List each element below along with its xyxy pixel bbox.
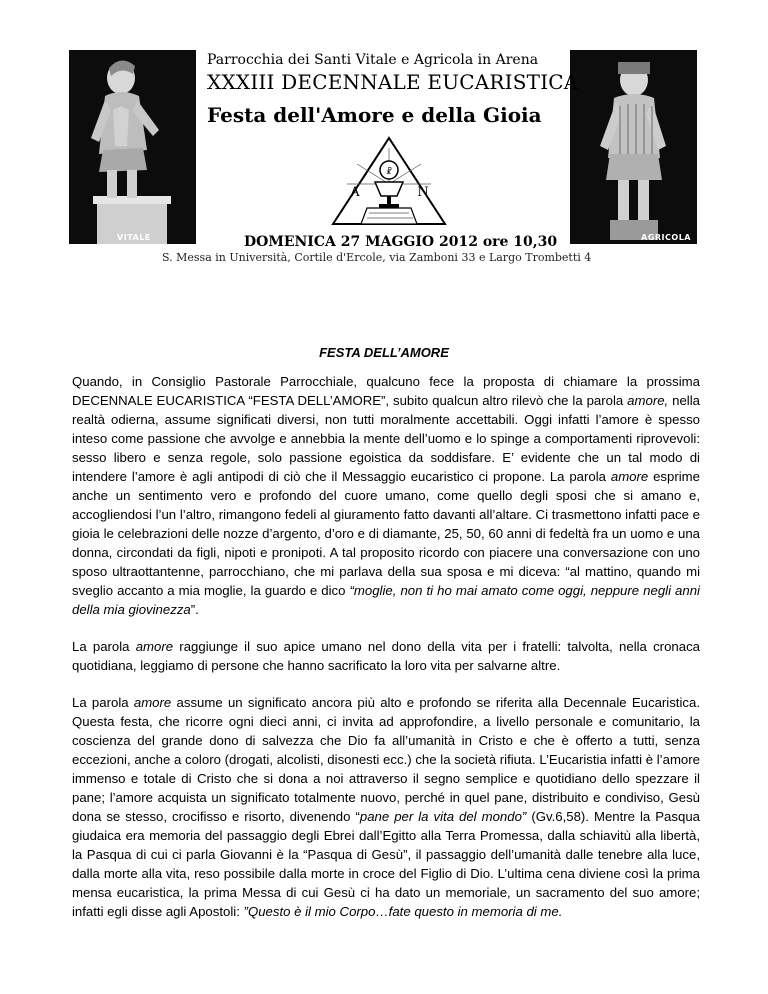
paragraph-1: [72, 372, 700, 619]
p1-text-4: ”.: [190, 602, 199, 617]
statue-vitale-image: [69, 50, 196, 244]
emblem-letter-0: A: [350, 185, 360, 200]
event-venue: S. Messa in Università, Cortile d'Ercole, via Zamboni 33 e Largo Trombetti 4: [162, 251, 592, 264]
p1-text-2: nella realtà odierna, assume significati diversi, non tutti moralmente accettabili. Oggi infatti l’amore è spesso inteso come passione che avvolge e annebbia la mente dell’uomo e lo spinge a comportamenti riprovevoli: sesso libero e senza regole, solo passione egoistica da soddisfare. E’ evidente che un tal modo di intendere l’amore è agli antipodi di ciò che il Messaggio eucaristico ci propone. La parola: [72, 393, 700, 484]
p3-emphasis-2: pane per la vita del mondo”: [359, 809, 527, 824]
section-title: FESTA DELL’AMORE: [319, 345, 449, 360]
p1-text-1: Quando, in Consiglio Pastorale Parrocchiale, qualcuno fece la proposta di chiamare la prossima DECENNALE EUCARISTICA “FESTA DELL’AMORE”, subito qualcun altro rilevò che la parola: [72, 374, 700, 408]
p2-text-2: raggiunge il suo apice umano nel dono della vita per i fratelli: talvolta, nella cronaca quotidiana, leggiamo di persone che hanno sacrificato la loro vita per salvarne altre.: [72, 639, 701, 673]
p1-emphasis-3: “moglie, non ti ho mai amato come oggi, neppure negli anni della mia giovinezza: [72, 583, 700, 617]
parish-name: Parrocchia dei Santi Vitale e Agricola in Arena: [207, 52, 539, 68]
svg-text:☧: ☧: [385, 167, 393, 176]
p3-text-1: La parola: [72, 695, 134, 710]
event-title: XXXIII DECENNALE EUCARISTICA: [207, 70, 579, 94]
p2-emphasis-1: amore: [135, 639, 174, 654]
p3-emphasis-3: ”Questo è il mio Corpo…fate questo in memoria di me.: [243, 904, 563, 919]
p1-emphasis-1: amore,: [627, 393, 669, 408]
paragraph-3: [72, 693, 700, 921]
statue-agricola-label: AGRICOLA: [641, 233, 691, 242]
eucharist-emblem-logo: [327, 134, 452, 230]
p1-text-3: esprime anche un sentimento vero e profondo del cuore umano, come quello degli sposi che si amano e, accogliendosi l’un l’altro, rimangono fedeli al giuramento fatto davanti all’altare. Ci trasmettono infatti pace e gioia le celebrazioni delle nozze d’argento, d’oro e di diamante, 25, 50, 60 anni di fedeltà fra un uomo e una donna, circondati da figli, nipoti e pronipoti. A tal proposito ricordo con piacere una conversazione con uno sposo ultraottantenne, parrocchiano, che mi parlava della sua sposa e mi diceva: “al mattino, quando mi sveglio accanto a mia moglie, la guardo e dico: [72, 469, 700, 598]
p3-text-3: (Gv.6,58). Mentre la Pasqua giudaica era memoria del passaggio degli Ebrei dall’Egitto alla Terra Promessa, dalla schiavitù alla libertà, la Pasqua di cui ci parla Giovanni è la “Pasqua di Gesù”, il passaggio dell’umanità dalle tenebre alla luce, dalla morte alla vita, reso possibile dalla morte in croce del Figlio di Dio. L’ultima cena diviene così la prima mensa eucaristica, la prima Messa di cui Gesù ci ha dato un memoriale, un sacramento del suo amore; infatti egli disse agli Apostoli:: [72, 809, 700, 919]
p3-emphasis-1: amore: [133, 695, 172, 710]
paragraph-2: [72, 637, 700, 675]
statue-vitale-label: VITALE: [117, 233, 151, 242]
p2-text-1: La parola: [72, 639, 136, 654]
event-subtitle: Festa dell'Amore e della Gioia: [207, 103, 542, 127]
p1-emphasis-2: amore: [610, 469, 649, 484]
statue-agricola-image: [570, 50, 697, 244]
p3-text-2: assume un significato ancora più alto e profondo se riferita alla Decennale Eucaristica. Questa festa, che ricorre ogni dieci anni, ci invita ad approfondire, a livello personale e comunitario, la coscienza del grande dono di salvezza che Dio fa all’umanità in Cristo e che è offerto a tutti, senza eccezioni, anche a coloro (drogati, alcolisti, disonesti ecc.) che la società rifiuta. L’Eucaristia infatti è l’amore immenso e totale di Cristo che si dona a noi attraverso il segno semplice e quotidiano dello spezzare il pane; l’amore acquista un significato totalmente nuovo, perché in quel pane, distribuito e condiviso, Gesù dona se stesso, crocifisso e risorto, divenendo “: [72, 695, 700, 824]
event-date: DOMENICA 27 MAGGIO 2012 ore 10,30: [244, 234, 558, 250]
emblem-letter-1: N: [417, 185, 429, 200]
